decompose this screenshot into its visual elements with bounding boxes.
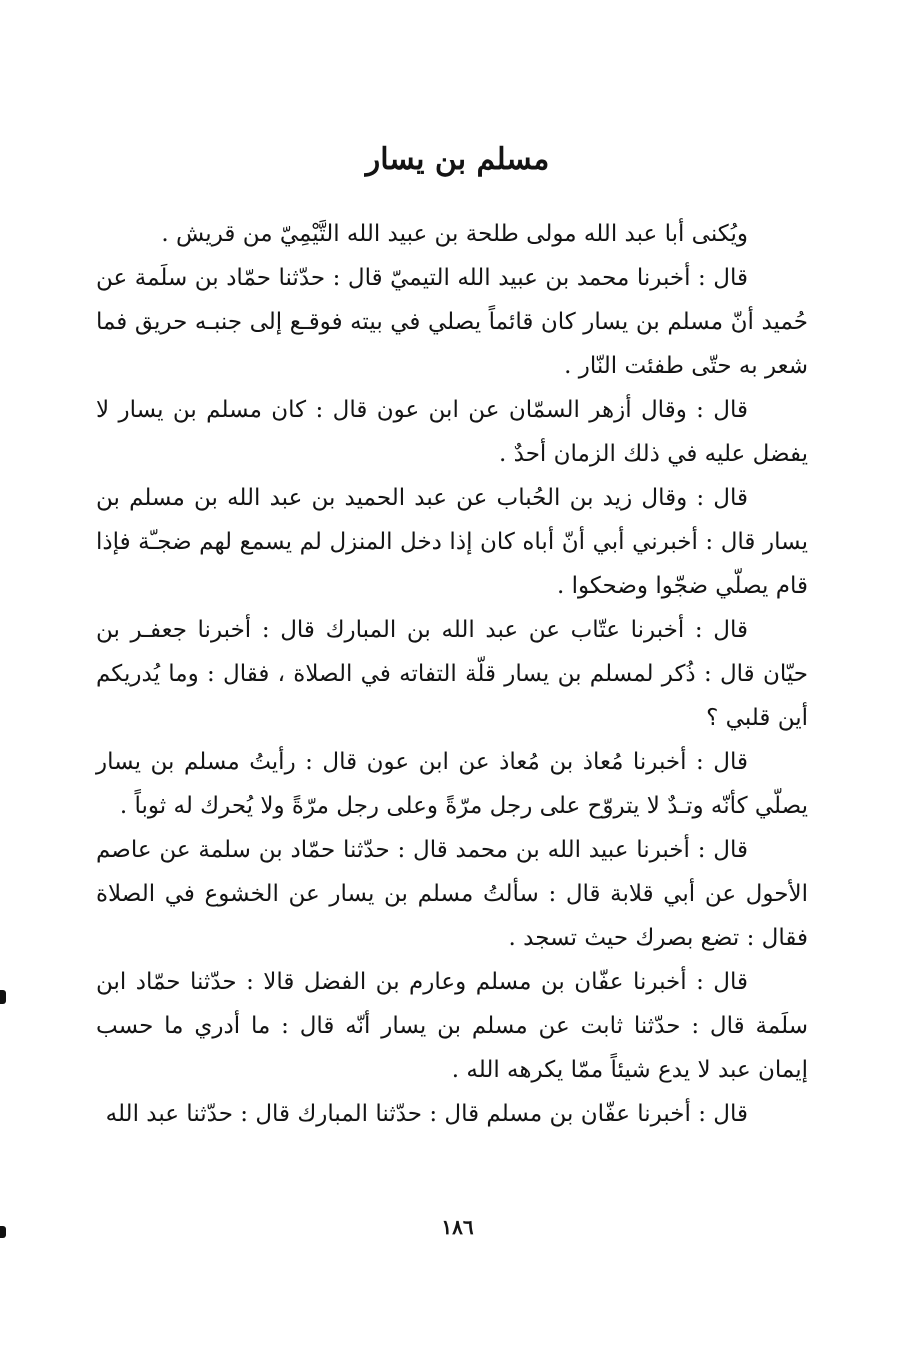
scan-edge-mark [0,1226,6,1238]
paragraph: قال : أخبرنا محمد بن عبيد الله التيميّ قال : حدّثنا حمّاد بن سلَمة عن حُميد أنّ مسلم بن يسار كان قائماً يصلي في بيته فوقـع إلى جنبـه حريق فما شعر به حتّى طفئت النّار . [96,265,808,379]
main-text [96,212,808,1136]
paragraph: قال : أخبرنا عفّان بن مسلم قال : حدّثنا المبارك قال : حدّثنا عبد الله [105,1101,748,1127]
page-title: مسلم بن يسار [365,142,550,177]
scan-edge-mark [0,990,6,1004]
paragraph: ويُكنى أبا عبد الله مولى طلحة بن عبيد الله التَّيْمِيّ من قريش . [161,221,748,247]
paragraph: قال : أخبرنا عتّاب عن عبد الله بن المبارك قال : أخبرنا جعفـر بن حيّان قال : ذُكر لمسلم بن يسار قلّة التفاته في الصلاة ، فقال : وما يُدريكم أين قلبي ؟ [96,617,808,731]
paragraph: قال : وقال زيد بن الحُباب عن عبد الحميد بن عبد الله بن مسلم بن يسار قال : أخبرني أبي أنّ أباه كان إذا دخل المنزل لم يسمع لهم ضجـّة فإذا قام يصلّي ضجّوا وضحكوا . [96,485,808,599]
paragraph: قال : أخبرنا مُعاذ بن مُعاذ عن ابن عون قال : رأيتُ مسلم بن يسار يصلّي كأنّه وتـدٌ لا يتروّح على رجل مرّةً وعلى رجل مرّةً ولا يُحرك له ثوباً . [96,749,808,819]
paragraph: قال : أخبرنا عبيد الله بن محمد قال : حدّثنا حمّاد بن سلمة عن عاصم الأحول عن أبي قلابة قال : سألتُ مسلم بن يسار عن الخشوع في الصلاة فقال : تضع بصرك حيث تسجد . [96,837,808,951]
paragraph: قال : أخبرنا عفّان بن مسلم وعارم بن الفضل قالا : حدّثنا حمّاد ابن سلَمة قال : حدّثنا ثابت عن مسلم بن يسار أنّه قال : ما أدري ما حسب إيمان عبد لا يدع شيئاً ممّا يكرهه الله . [96,969,808,1083]
page-number: ١٨٦ [441,1215,474,1239]
paragraph: قال : وقال أزهر السمّان عن ابن عون قال : كان مسلم بن يسار لا يفضل عليه في ذلك الزمان أحدٌ . [96,397,808,467]
